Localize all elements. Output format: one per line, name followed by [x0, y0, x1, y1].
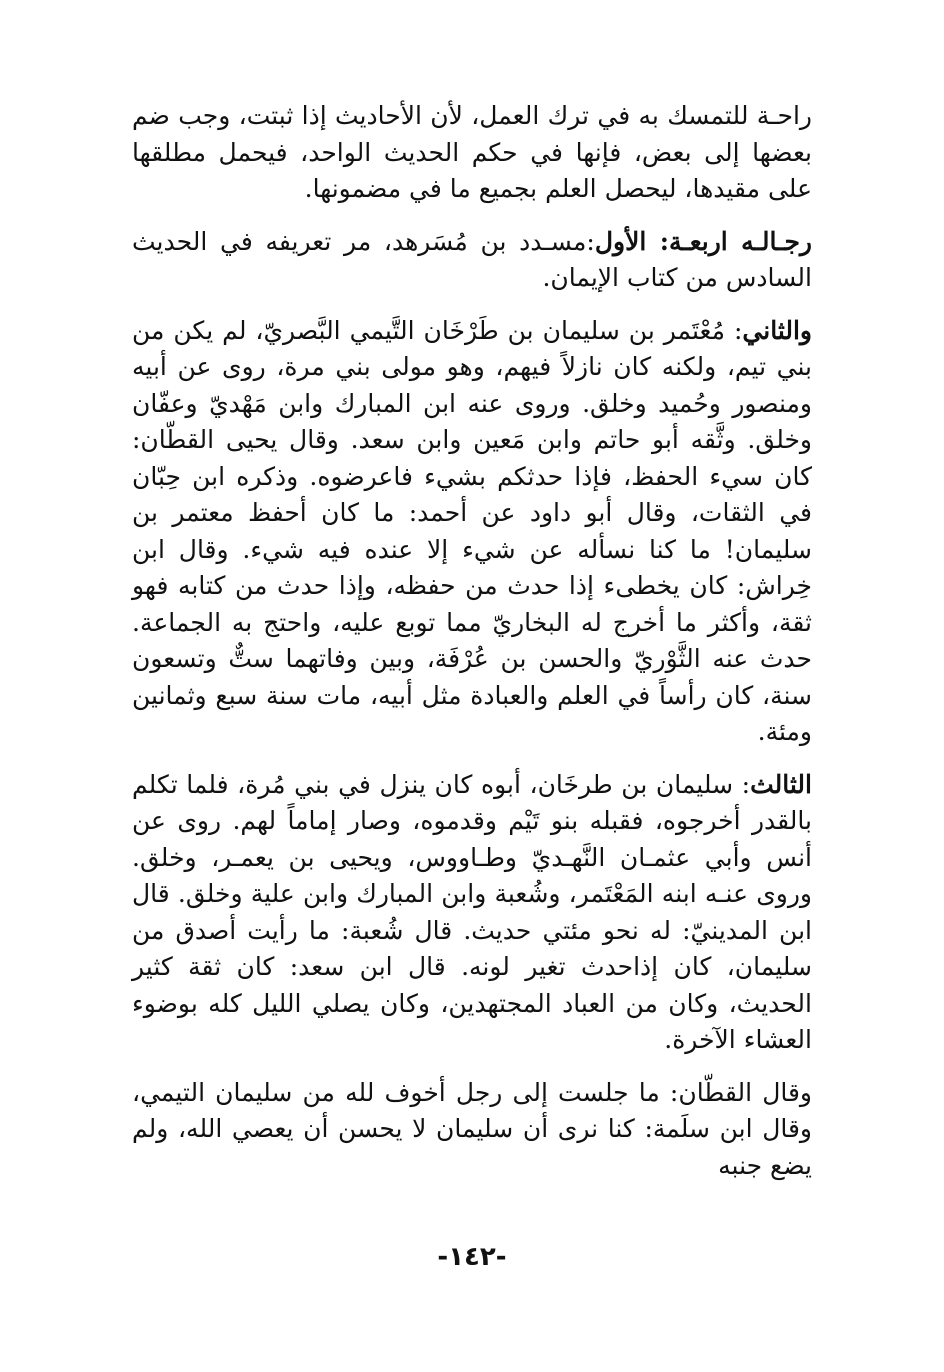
paragraph-third-heading: الثالث	[750, 769, 812, 799]
paragraph-intro-text: راحـة للتمسك به في ترك العمل، لأن الأحاديث إذا ثبتت، وجب ضم بعضها إلى بعض، فإنها في حكم الحديث الواحد، فيحمل مطلقها على مقيدها، ليحصل العلم بجميع ما في مضمونها.	[132, 101, 812, 203]
paragraph-second-text: : مُعْتَمر بن سليمان بن طَرْخَان التَّيمي البَّصريّ، لم يكن من بني تيم، ولكنه كان نازلاً فيهم، وهو مولى بني مرة، روى عن أبيه ومنصور وحُميد وخلق. وروى عنه ابن المبارك وابن مَهْديّ وعفّان وخلق. وثَّقه أبو حاتم وابن مَعين وابن سعد. وقال يحيى القطّان: كان سيء الحفظ، فإذا حدثكم بشيء فاعرضوه. وذكره ابن حِبّان في الثقات، وقال أبو داود عن أحمد: ما كان أحفظ معتمر بن سليمان! ما كنا نسأله عن شيء إلا عنده فيه شيء. وقال ابن خِراش: كان يخطىء إذا حدث من حفظه، وإذا حدث من كتابه فهو ثقة، وأكثر ما أخرج له البخاريّ مما توبع عليه، واحتج به الجماعة. حدث عنه الثَّوْريّ والحسن بن عُرْفَة، وبين وفاتهما ستٌّ وتسعون سنة، كان رأساً في العلم والعبادة مثل أبيه، مات سنة سبع وثمانين ومئة.	[132, 315, 812, 746]
paragraph-gap	[132, 751, 812, 767]
paragraph-gap	[132, 297, 812, 313]
paragraph-second-heading: والثاني	[742, 315, 812, 345]
paragraph-narrators-text: :مسـدد بن مُسَرهد، مر تعريفه في الحديث السادس من كتاب الإيمان.	[132, 226, 812, 292]
paragraph-narrators-heading: رجـالـه اربعـة: الأول	[594, 226, 812, 256]
page-body	[132, 98, 812, 1184]
paragraph-narrators	[132, 224, 812, 297]
paragraph-intro	[132, 98, 812, 208]
paragraph-third	[132, 767, 812, 1059]
paragraph-qattan	[132, 1075, 812, 1185]
paragraph-gap	[132, 208, 812, 224]
paragraph-qattan-text: وقال القطّان: ما جلست إلى رجل أخوف لله من سليمان التيمي، وقال ابن سلَمة: كنا نرى أن سليمان لا يحسن أن يعصي الله، ولم يضع جنبه	[132, 1077, 812, 1180]
paragraph-gap	[132, 1059, 812, 1075]
paragraph-third-text: : سليمان بن طرخَان، أبوه كان ينزل في بني مُرة، فلما تكلم بالقدر أخرجوه، فقبله بنو تَيْم وقدموه، وصار إماماً لهم. روى عن أنس وأبي عثمـان النَّهـديّ وطـاووس، ويحيى بن يعمـر، وخلق. وروى عنـه ابنه المَعْتَمر، وشُعبة وابن المبارك وابن علية وخلق. قال ابن المدينيّ: له نحو مئتي حديث. قال شُعبة: ما رأيت أصدق من سليمان، كان إذاحدث تغير لونه. قال ابن سعد: كان ثقة كثير الحديث، وكان من العباد المجتهدين، وكان يصلي الليل كله بوضوء العشاء الآخرة.	[132, 769, 812, 1054]
page-number: -١٤٢-	[437, 1242, 507, 1272]
paragraph-second	[132, 313, 812, 751]
